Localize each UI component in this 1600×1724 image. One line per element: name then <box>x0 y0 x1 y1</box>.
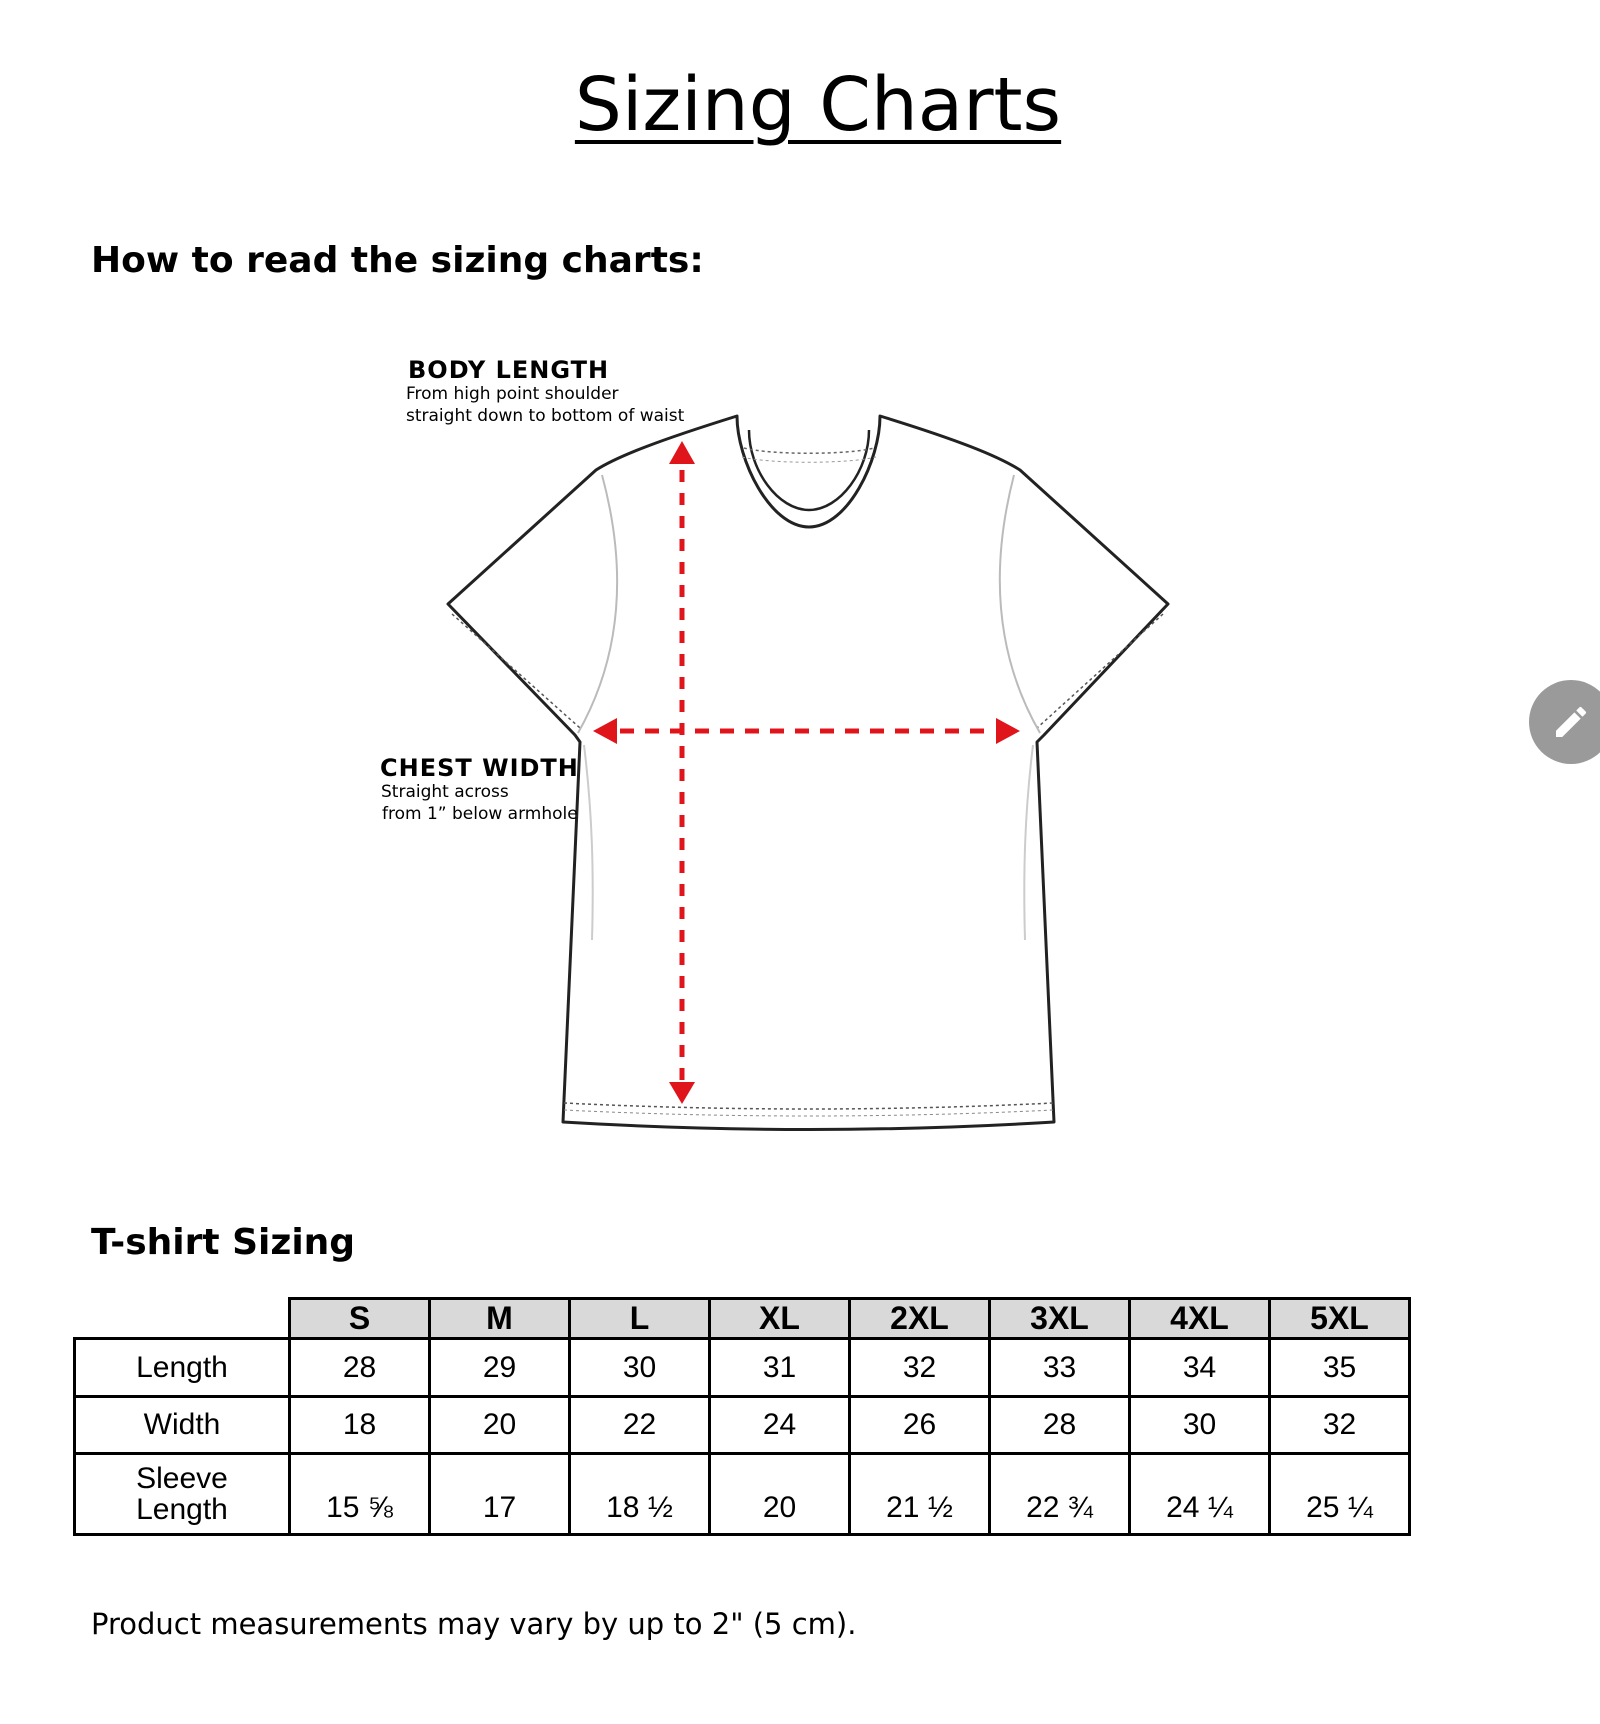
sizing-table <box>73 1297 1411 1536</box>
table-cell: 20 <box>430 1397 570 1454</box>
tshirt-sizing-heading: T-shirt Sizing <box>91 1222 356 1263</box>
chest-width-desc-1: Straight across <box>381 782 509 802</box>
arrow-head-down <box>669 1082 695 1104</box>
tshirt-outline <box>448 416 1168 1130</box>
size-header-4xl: 4XL <box>1130 1299 1270 1339</box>
bottom-hem-stitch-2 <box>564 1110 1053 1116</box>
measurement-disclaimer: Product measurements may vary by up to 2" (5 cm). <box>91 1607 857 1641</box>
size-header-3xl: 3XL <box>990 1299 1130 1339</box>
page-title: Sizing Charts <box>574 62 1062 148</box>
right-armhole <box>1000 475 1040 733</box>
size-header-5xl: 5XL <box>1270 1299 1410 1339</box>
table-cell: 26 <box>850 1397 990 1454</box>
right-side-fold <box>1024 745 1033 940</box>
table-corner <box>75 1299 290 1339</box>
size-header-l: L <box>570 1299 710 1339</box>
collar-stitch-2 <box>742 457 876 462</box>
table-cell: 33 <box>990 1339 1130 1397</box>
arrow-head-right <box>996 718 1020 744</box>
chest-width-title: CHEST WIDTH <box>380 754 579 782</box>
row-label-sleeve-length: Sleeve Length <box>75 1454 290 1535</box>
table-cell: 22 <box>570 1397 710 1454</box>
table-cell: 31 <box>710 1339 850 1397</box>
how-to-read-heading: How to read the sizing charts: <box>91 240 704 281</box>
table-cell: 17 <box>430 1454 570 1535</box>
size-header-2xl: 2XL <box>850 1299 990 1339</box>
left-side-fold <box>584 745 593 940</box>
table-row-width <box>75 1397 1410 1454</box>
body-length-desc-1: From high point shoulder <box>406 384 619 404</box>
table-cell: 30 <box>1130 1397 1270 1454</box>
chest-width-desc-2: from 1” below armhole <box>382 804 578 824</box>
pencil-icon <box>1551 702 1591 742</box>
table-cell: 24 <box>710 1397 850 1454</box>
table-cell: 22 ¾ <box>990 1454 1130 1535</box>
table-cell: 15 ⅝ <box>290 1454 430 1535</box>
arrow-head-up <box>669 441 695 464</box>
edit-button[interactable] <box>1529 680 1600 764</box>
table-cell: 32 <box>1270 1397 1410 1454</box>
table-cell: 24 ¼ <box>1130 1454 1270 1535</box>
table-cell: 21 ½ <box>850 1454 990 1535</box>
row-label-length: Length <box>75 1339 290 1397</box>
body-length-desc-2: straight down to bottom of waist <box>406 406 685 426</box>
left-sleeve-hem <box>452 614 580 728</box>
table-cell: 35 <box>1270 1339 1410 1397</box>
table-row-length <box>75 1339 1410 1397</box>
right-sleeve-hem <box>1037 614 1163 728</box>
table-cell: 25 ¼ <box>1270 1454 1410 1535</box>
collar-inner <box>749 430 869 510</box>
table-cell: 18 <box>290 1397 430 1454</box>
table-row-sleeve-length <box>75 1454 1410 1535</box>
body-length-title: BODY LENGTH <box>408 356 610 384</box>
left-armhole <box>578 475 617 733</box>
chest-width-arrow <box>593 718 1020 744</box>
table-cell: 32 <box>850 1339 990 1397</box>
body-length-arrow <box>669 441 695 1104</box>
bottom-hem-stitch <box>564 1103 1053 1109</box>
arrow-head-left <box>593 718 617 744</box>
table-cell: 28 <box>290 1339 430 1397</box>
size-header-s: S <box>290 1299 430 1339</box>
size-header-xl: XL <box>710 1299 850 1339</box>
collar-stitch <box>744 448 874 453</box>
table-cell: 29 <box>430 1339 570 1397</box>
size-header-row <box>75 1299 1410 1339</box>
table-cell: 28 <box>990 1397 1130 1454</box>
table-cell: 18 ½ <box>570 1454 710 1535</box>
row-label-width: Width <box>75 1397 290 1454</box>
table-cell: 34 <box>1130 1339 1270 1397</box>
table-cell: 30 <box>570 1339 710 1397</box>
table-cell: 20 <box>710 1454 850 1535</box>
size-header-m: M <box>430 1299 570 1339</box>
